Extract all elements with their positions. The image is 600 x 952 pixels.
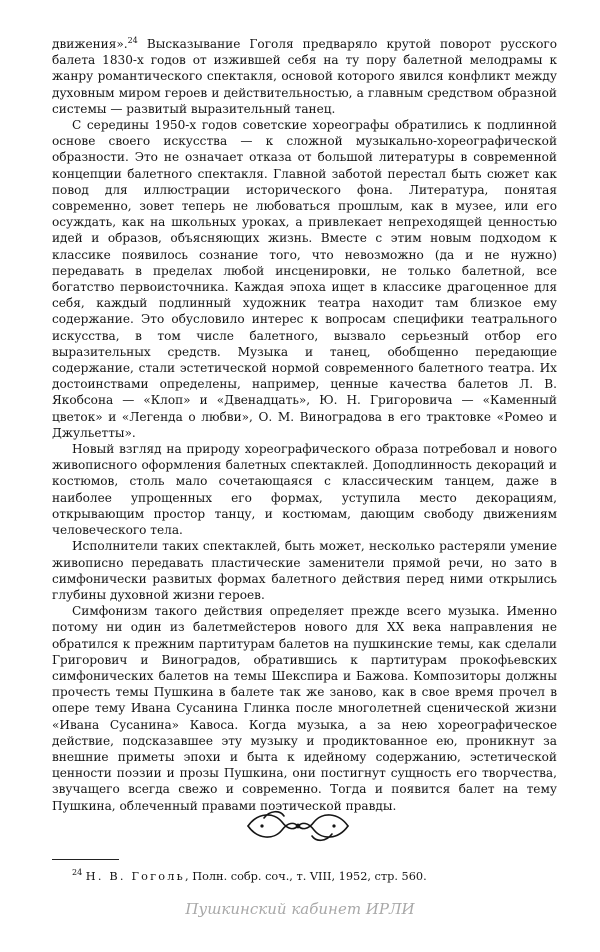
paragraph-5: Симфонизм такого действия определяет прежде всего музыка. Именно потому ни один из балетмейстеров нового для XX века направления не обратился к прежним партитурам балетов на пушкинские темы, как сделали Григорович и Виноградов, обратившись к партитурам прокофьевских симфонических балетов на темы Шекспира и Бажова. Композиторы должны прочесть темы Пушкина в балете так же заново, как в свое время прочел в опере тему Ивана Сусанина Глинка после многолетней сценической жизни «Ивана Сусанина» Кавоса. Когда музыка, а за нею хореографическое действие, подсказавшее эту музыку и продиктованное ею, проникнут за внешние приметы эпохи и быта к идейному содержанию, эстетической ценности поэзии и прозы Пушкина, они постигнут сущность его творчества, звучащего всегда свежо и современно. Тогда и появится балет на тему Пушкина, облеченный правами поэтической правды. — [52, 604, 557, 813]
footnote-number: 24 — [72, 868, 83, 878]
paragraph-3: Новый взгляд на природу хореографического образа потребовал и нового живописного оформления балетных спектаклей. Доподлинность декораций и костюмов, столь мало сочетающаяся с классическим танцем, даже в наиболее упрощенных его формах, уступила место декорациям, открывающим простор танцу, и костюмам, дающим свободу движениям человеческого тела. — [52, 442, 557, 538]
footnote-24 — [72, 870, 427, 884]
paragraph-2: С середины 1950-х годов советские хореографы обратились к подлинной основе своего искусства — к сложной музыкально-хореографической образности. Это не означает отказа от большой литературы в современной концепции балетного спектакля. Главной заботой перестал быть сюжет как повод для иллюстрации исторического фона. Литература, понятая современно, зовет теперь не любоваться прошлым, как в музее, или его осуждать, как на школьных уроках, а привлекает непреходящей ценностью идей и образов, объясняющих жизнь. Вместе с этим новым подходом к классике появилось сознание того, что невозможно (да и не нужно) передавать в пределах любой инсценировки, не только балетной, все богатство первоисточника. Каждая эпоха ищет в классике драгоценное для себя, каждый подлинный художник театра находит там близкое ему содержание. Это обусловило интерес к вопросам специфики театрального искусства, в том числе балетного, вызвало серьезный отбор его выразительных средств. Музыка и танец, обобщенно передающие содержание, стали эстетической нормой современного балетного театра. Их достоинствами определены, например, ценные качества балетов Л. В. Якобсона — «Клоп» и «Двенадцать», Ю. Н. Григоровича — «Каменный цветок» и «Легенда о любви», О. М. Виноградова в его трактовке «Ромео и Джульетты». — [52, 118, 557, 440]
paragraph-1-rest: Высказывание Гоголя предваряло крутой поворот русского балета 1830-х годов от изжившей себя на ту пору балетной мелодрамы к жанру романтического спектакля, основой которого явился конфликт между духовным миром героев и действительностью, а главным средством образной системы — развитый выразительный танец. — [52, 37, 557, 116]
paragraph-1 — [52, 36, 557, 117]
page-body — [52, 36, 557, 814]
watermark: Пушкинский кабинет ИРЛИ — [185, 900, 415, 918]
footnote-divider — [52, 859, 119, 860]
footnote-author: Н. В. Гоголь — [85, 870, 186, 883]
footnote-citation: , Полн. собр. соч., т. VIII, 1952, стр. 560. — [185, 870, 427, 883]
paragraph-1-start: движения». — [52, 37, 128, 51]
paragraph-4: Исполнители таких спектаклей, быть может, несколько растеряли умение живописно передавать пластические заменители прямой речи, но зато в симфонически развитых формах балетного действия перед ними открылись глубины духовной жизни героев. — [52, 539, 557, 602]
flourish-ornament-icon — [244, 806, 352, 846]
footnote-ref-24[interactable]: 24 — [127, 35, 138, 45]
